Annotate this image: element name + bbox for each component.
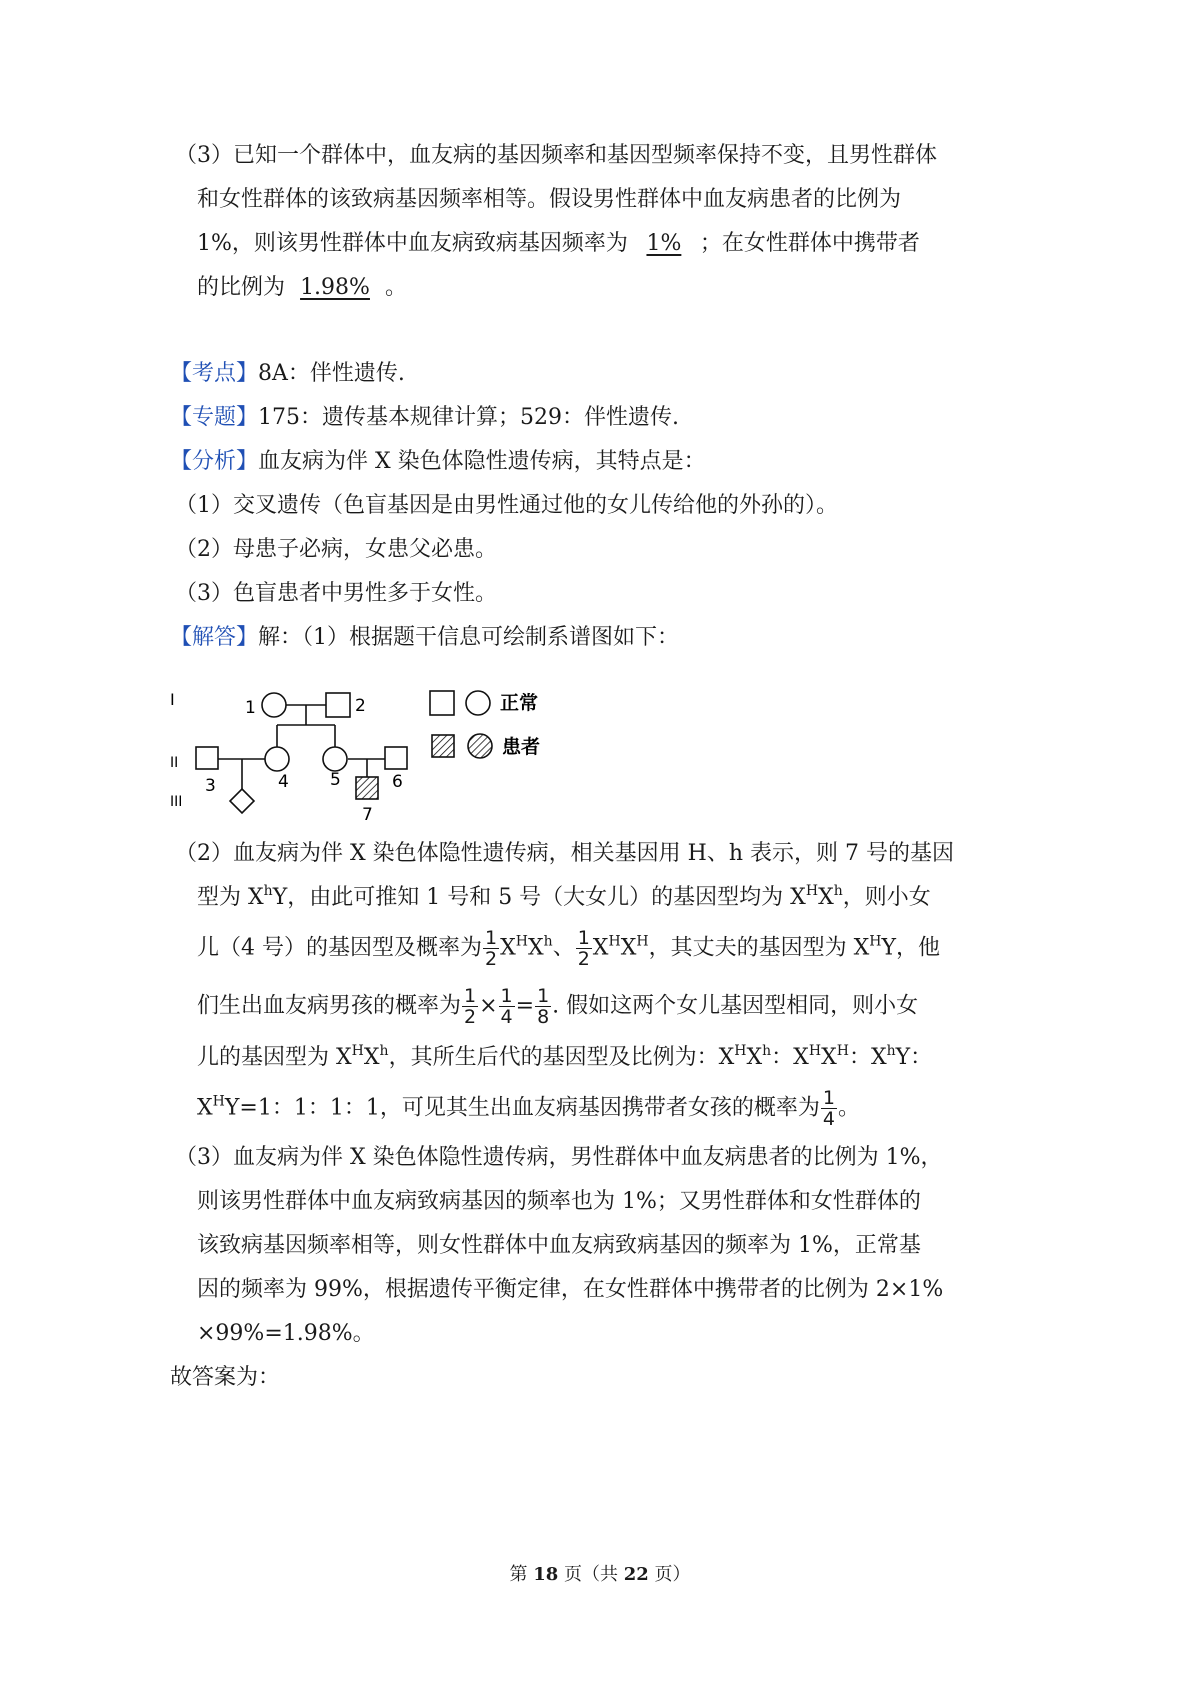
fraction-half-3: $\frac{1}{2}$ — [464, 985, 477, 1028]
jieda-tag: 【解答】 — [170, 625, 259, 650]
pedigree-diagram — [160, 675, 580, 835]
label-7: 7 — [362, 805, 373, 825]
kaodian-tag: 【考点】 — [170, 361, 259, 386]
legend-normal-male — [430, 691, 454, 715]
legend-affected-label: 患者 — [502, 736, 541, 758]
fenxi-line: 【分析】血友病为伴 X 染色体隐性遗传病，其特点是： — [170, 449, 706, 474]
fraction-quarter-2: $\frac{1}{4}$ — [822, 1087, 835, 1130]
unborn-child-diamond — [230, 789, 254, 813]
legend-normal-label: 正常 — [500, 692, 539, 714]
generation-label-3: III — [170, 794, 183, 810]
q3-line-2: 和女性群体的该致病基因频率相等。假设男性群体中血友病患者的比例为 — [197, 187, 902, 212]
page-total: 22 — [623, 1564, 649, 1585]
q3-line-1: （3）已知一个群体中，血友病的基因频率和基因型频率保持不变，且男性群体 — [175, 143, 937, 168]
fraction-half-1: $\frac{1}{2}$ — [485, 927, 498, 970]
individual-3-male-normal — [196, 747, 218, 769]
a2-line-6: $X^HY=1$：1：1：1，可见其生出血友病基因携带者女孩的概率为 $\frac{1}{4}$ 。 — [197, 1087, 860, 1130]
fraction-eighth: $\frac{1}{8}$ — [537, 985, 550, 1028]
a2-line-1: （2）血友病为伴 X 染色体隐性遗传病，相关基因用 H、h 表示，则 7 号的基因 — [175, 841, 954, 866]
label-5: 5 — [330, 770, 341, 790]
individual-7-male-affected — [356, 777, 378, 799]
zhuanti-tag: 【专题】 — [170, 405, 259, 430]
kaodian-line: 【考点】8A：伴性遗传. — [170, 361, 405, 386]
fenxi-point-3: （3）色盲患者中男性多于女性。 — [175, 581, 497, 606]
a2-line-4: 们生出血友病男孩的概率为 $\frac{1}{2}$ × $\frac{1}{4}$ = $\frac{1}{8}$ . 假如这两个女儿基因型相同，则小女 — [197, 985, 919, 1028]
a3-line-1: （3）血友病为伴 X 染色体隐性遗传病，男性群体中血友病患者的比例为 1%， — [175, 1145, 943, 1170]
a3-line-4: 因的频率为 99%，根据遗传平衡定律，在女性群体中携带者的比例为 2×1% — [197, 1277, 944, 1302]
answer-blank-1: 1% — [646, 231, 682, 256]
individual-4-female-normal — [265, 747, 289, 771]
label-1: 1 — [245, 698, 256, 718]
q3-line-3: 1%，则该男性群体中血友病致病基因频率为 1% ；在女性群体中携带者 — [197, 228, 920, 260]
page-number: 18 — [533, 1564, 559, 1585]
a3-line-2: 则该男性群体中血友病致病基因的频率也为 1%；又男性群体和女性群体的 — [197, 1189, 921, 1214]
a3-line-5: ×99%=1.98%。 — [197, 1321, 375, 1346]
a3-line-3: 该致病基因频率相等，则女性群体中血友病致病基因的频率为 1%，正常基 — [197, 1233, 921, 1258]
answer-blank-2: 1.98% — [300, 275, 370, 300]
individual-5-female-normal — [323, 747, 347, 771]
jieda-line: 【解答】解：（1）根据题干信息可绘制系谱图如下： — [170, 625, 680, 650]
fenxi-point-1: （1）交叉遗传（色盲基因是由男性通过他的女儿传给他的外孙的）。 — [175, 493, 838, 518]
generation-label-1: I — [170, 690, 175, 709]
label-6: 6 — [392, 772, 403, 792]
q3-line-4: 的比例为 1.98% 。 — [197, 272, 407, 304]
a2-line-2: 型为 $X^hY$，由此可推知 1 号和 5 号（大女儿）的基因型均为 $X^HX^h$，则小女 — [197, 883, 931, 910]
label-2: 2 — [355, 696, 366, 716]
legend-normal-female — [466, 691, 490, 715]
legend-affected-female — [468, 734, 492, 758]
fenxi-tag: 【分析】 — [170, 449, 259, 474]
legend-affected-male — [432, 735, 454, 757]
zhuanti-line: 【专题】175：遗传基本规律计算；529：伴性遗传. — [170, 405, 679, 430]
fraction-quarter-1: $\frac{1}{4}$ — [500, 985, 513, 1028]
individual-1-female-normal — [262, 693, 286, 717]
label-3: 3 — [205, 776, 216, 796]
individual-2-male-normal — [326, 693, 350, 717]
label-4: 4 — [278, 772, 289, 792]
generation-label-2: II — [170, 755, 179, 771]
fenxi-point-2: （2）母患子必病，女患父必患。 — [175, 537, 497, 562]
conclusion-line: 故答案为： — [170, 1365, 281, 1390]
individual-6-male-normal — [385, 747, 407, 769]
a2-line-3: 儿（4 号）的基因型及概率为 $\frac{1}{2}$ $X^HX^h$、 $\frac{1}{2}$ $X^HX^H$，其丈夫的基因型为 $X^HY$，他 — [197, 927, 940, 970]
page-footer: 第 18 页（共 22 页） — [509, 1564, 691, 1585]
fraction-half-2: $\frac{1}{2}$ — [577, 927, 590, 970]
a2-line-5: 儿的基因型为 $X^HX^h$，其所生后代的基因型及比例为：$X^HX^h$：$X^HX^H$：$X^hY$： — [197, 1043, 933, 1070]
